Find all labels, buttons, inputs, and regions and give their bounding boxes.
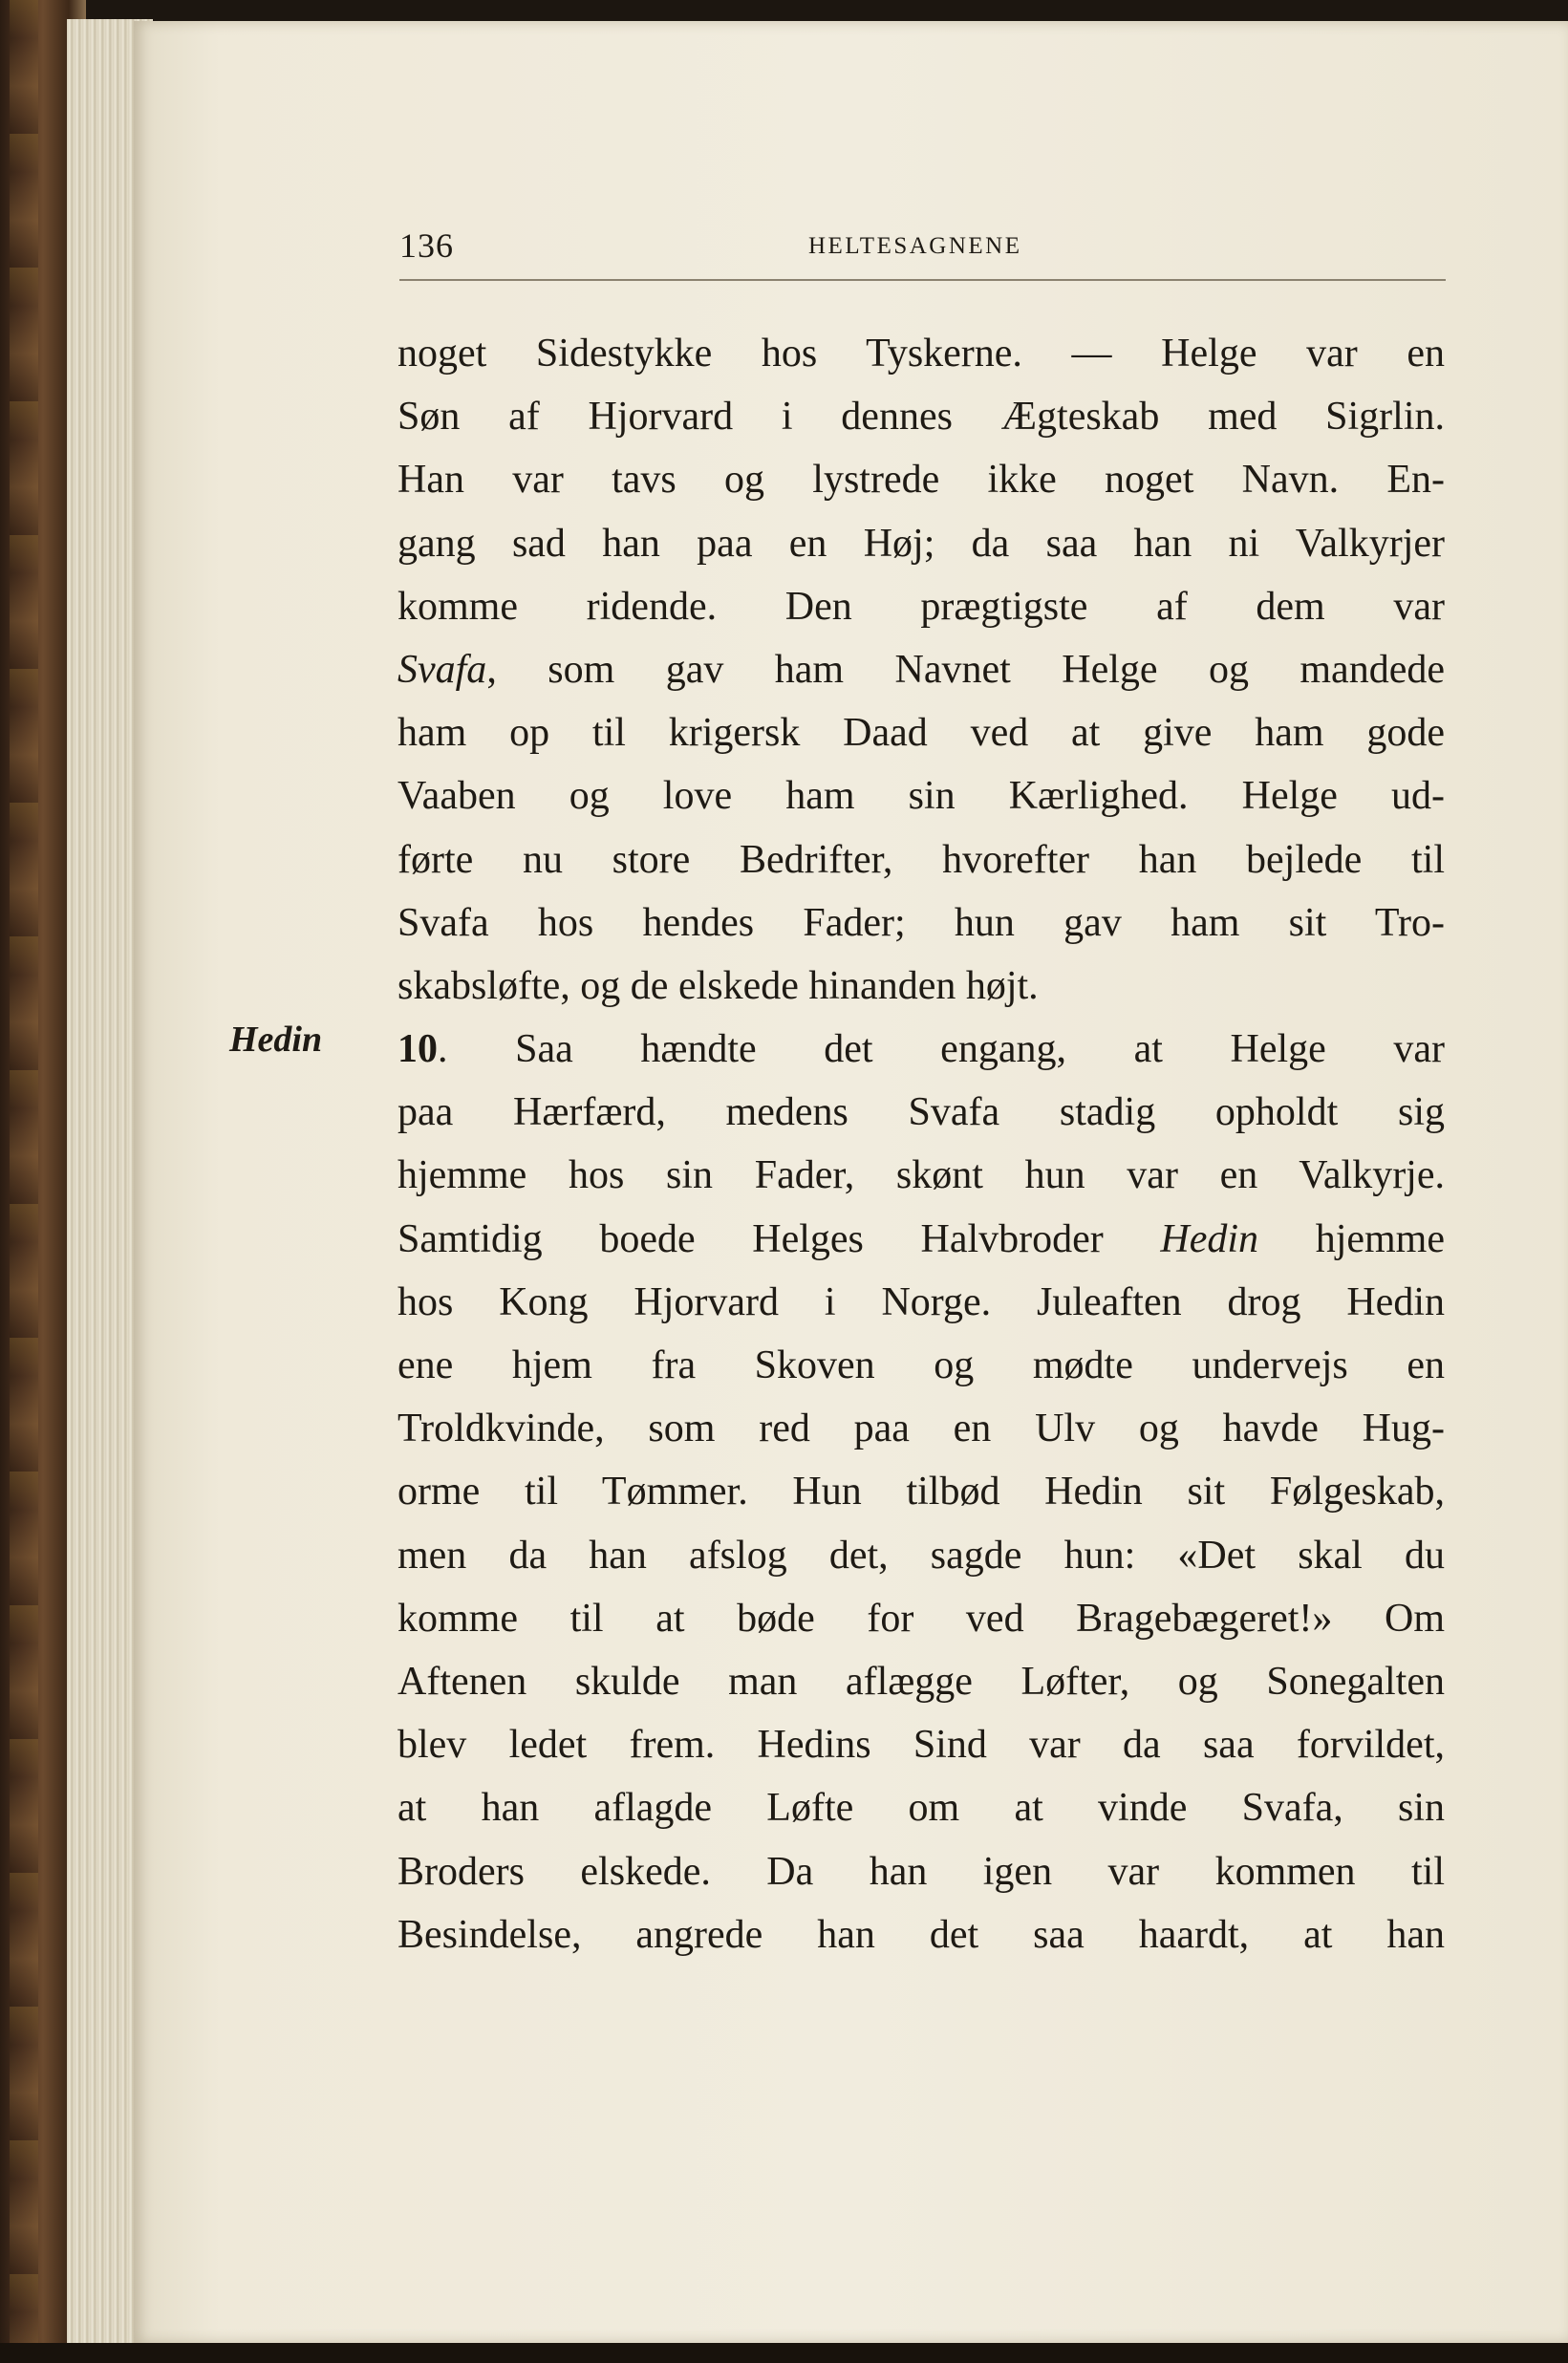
text-line: førte nu store Bedrifter, hvorefter han bejlede til <box>397 837 1445 882</box>
text-line: 10. Saa hændte det engang, at Helge var <box>397 1027 1445 1072</box>
running-title: HELTESAGNENE <box>808 233 1022 259</box>
text-line: Søn af Hjorvard i dennes Ægteskab med Sigrlin. <box>397 395 1445 440</box>
bottom-shadow <box>0 2343 1568 2363</box>
text-line: Samtidig boede Helges Halvbroder Hedin hjemme <box>397 1216 1445 1261</box>
text-line: gang sad han paa en Høj; da saa han ni Valkyrjer <box>397 521 1445 566</box>
text-line: hjemme hos sin Fader, skønt hun var en Valkyrje. <box>397 1153 1445 1198</box>
text-line: Han var tavs og lystrede ikke noget Navn. En- <box>397 458 1445 503</box>
text-line: Besindelse, angrede han det saa haardt, at han <box>397 1912 1445 1957</box>
text-line: komme ridende. Den prægtigste af dem var <box>397 584 1445 629</box>
text-line: men da han afslog det, sagde hun: «Det skal du <box>397 1533 1445 1578</box>
text-line: hos Kong Hjorvard i Norge. Juleaften drog Hedin <box>397 1279 1445 1324</box>
text-line: skabsløfte, og de elskede hinanden højt. <box>397 963 1039 1008</box>
text-line: Aftenen skulde man aflægge Løfter, og Sonegalten <box>397 1659 1445 1704</box>
text-line: Vaaben og love ham sin Kærlighed. Helge ud- <box>397 774 1445 819</box>
text-line: Troldkvinde, som red paa en Ulv og havde Hug- <box>397 1407 1445 1451</box>
text-line: komme til at bøde for ved Bragebægeret!» Om <box>397 1596 1445 1641</box>
text-line: ham op til krigersk Daad ved at give ham gode <box>397 711 1445 756</box>
header-rule <box>399 279 1446 281</box>
page-number: 136 <box>399 226 454 265</box>
text-line: paa Hærfærd, medens Svafa stadig opholdt sig <box>397 1090 1445 1135</box>
text-line: blev ledet frem. Hedins Sind var da saa forvildet, <box>397 1723 1445 1768</box>
text-line: orme til Tømmer. Hun tilbød Hedin sit Følgeskab, <box>397 1470 1445 1514</box>
page-header <box>399 214 1446 271</box>
text-line: noget Sidestykke hos Tyskerne. — Helge var en <box>397 332 1445 376</box>
text-line: at han aflagde Løfte om at vinde Svafa, sin <box>397 1786 1445 1831</box>
italic-name: Svafa <box>397 647 487 692</box>
margin-note: Hedin <box>229 1020 323 1060</box>
text-line: Svafa, som gav ham Navnet Helge og mandede <box>397 647 1445 692</box>
body-text <box>397 322 1445 1966</box>
text-line: Broders elskede. Da han igen var kommen til <box>397 1849 1445 1894</box>
text-line: Svafa hos hendes Fader; hun gav ham sit Tro- <box>397 900 1445 945</box>
text-line: ene hjem fra Skoven og mødte undervejs en <box>397 1343 1445 1387</box>
section-number: 10 <box>397 1027 438 1072</box>
italic-name: Hedin <box>1160 1216 1259 1261</box>
